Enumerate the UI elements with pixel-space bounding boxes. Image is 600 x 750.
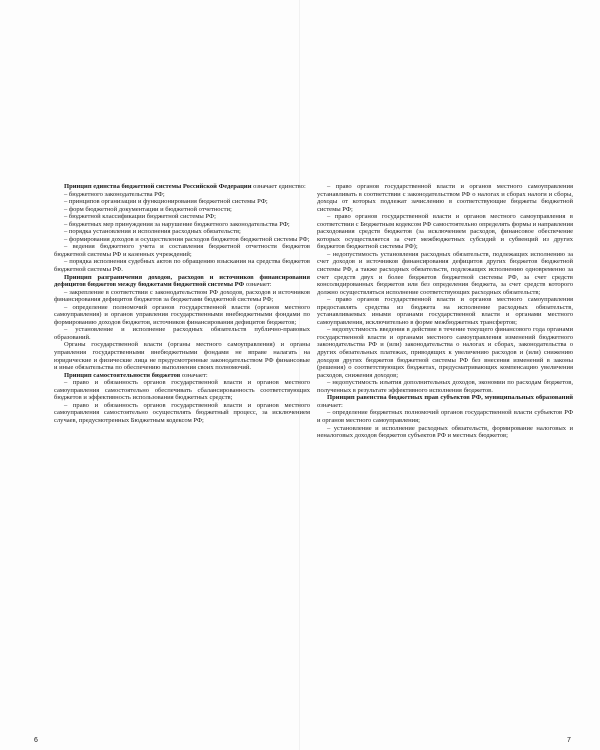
list-item: – бюджетных мер принуждения за нарушение бюджетного законодательства РФ; (64, 220, 290, 228)
list-item: – порядка установления и исполнения расходных обязательств; (64, 228, 241, 236)
list-item: – право и обязанность органов государственной власти и органов местного самоуправления самостоятельно осуществлять бюджетный процесс, за исключением случаев, предусмотренных Бюджетным кодексом РФ; (54, 401, 310, 424)
list-item: – недопустимость изъятия дополнительных доходов, экономии по расходам бюджетов, полученных в результате эффективного исполнения бюджетов. (317, 379, 573, 394)
list-item: – право и обязанность органов государственной власти и органов местного самоуправления самостоятельно обеспечивать сбалансированность соответствующих бюджетов и эффективность использования бюджетных средств; (54, 379, 310, 402)
list-item: – ведения бюджетного учета и составления бюджетной отчетности бюджетов бюджетной системы РФ и казенных учреждений; (54, 243, 310, 258)
list-item: – недопустимость введения в действие в течение текущего финансового года органами государственной власти и органами местного самоуправления изменений бюджетного законодательства РФ и (или) законодательства о налогах и сборах, законодательства о других обязательных платежах, приводящих к увеличению расходов и (или) снижению доходов других бюджетов бюджетной системы РФ без внесения изменений в законы (решения) о соответствующих бюджетах, предусматривающих компенсацию увеличения расходов, снижения доходов; (317, 326, 573, 379)
list-item: – право органов государственной власти и органов местного самоуправления в соответствии с Бюджетным кодексом РФ самостоятельно определять формы и направления расходования средств бюджетов (за исключением расходов, финансовое обеспечение которых осуществляется за счет межбюджетных субсидий и субвенций из других бюджетов бюджетной системы РФ); (317, 213, 573, 251)
paragraph: Принцип единства бюджетной системы Российской Федерации означает единство: (64, 183, 306, 190)
list-item: – право органов государственной власти и органов местного самоуправления предоставлять средства из бюджета на исполнение расходных обязательств, устанавливаемых иными органами государственной власти и органами местного самоуправления, исключительно в форме межбюджетных трансфертов; (317, 296, 573, 326)
paragraph: Принцип самостоятельности бюджетов означает: (64, 371, 208, 379)
list-item: – бюджетного законодательства РФ; (64, 190, 165, 198)
list-item: – бюджетной классификации бюджетной системы РФ; (64, 213, 216, 221)
list-item: – установление и исполнение расходных обязательств публично-правовых образований. (54, 326, 310, 341)
right-page-text (317, 183, 573, 440)
list-item: – формирования доходов и осуществления расходов бюджетов бюджетной системы РФ; (64, 235, 310, 243)
list-item: – принципов организации и функционирования бюджетной системы РФ; (64, 198, 268, 206)
list-item: – определение полномочий органов государственной власти (органов местного самоуправления) и органов управления государственными внебюджетными фондами по формированию доходов бюджетов, источников финансирования дефицитов бюджетов; (54, 303, 310, 326)
paragraph: Принцип разграничения доходов, расходов и источников финансирования дефицитов бюджетов между бюджетами бюджетной системы РФ означает: (54, 273, 310, 289)
list-item: – определение бюджетных полномочий органов государственной власти субъектов РФ и органов местного самоуправления; (317, 409, 573, 424)
left-page-text (54, 183, 310, 425)
page-number-right: 7 (567, 737, 571, 744)
paragraph: Органы государственной власти (органы местного самоуправления) и органы управления государственными внебюджетными фондами не вправе налагать на юридические и физические лица не предусмотренные законодательством РФ финансовые и иные обязательства по обеспечению выполнения своих полномочий. (54, 341, 310, 372)
list-item: – право органов государственной власти и органов местного самоуправления устанавливать в соответствии с законодательством РФ о налогах и сборах налоги и сборы, доходы от которых подлежат зачислению в соответствующие бюджеты бюджетной системы РФ; (317, 183, 573, 213)
list-item: – порядка исполнения судебных актов по обращению взыскания на средства бюджетов бюджетной системы РФ. (54, 258, 310, 274)
paragraph: Принцип равенства бюджетных прав субъектов РФ, муниципальных образований означает: (317, 394, 573, 409)
list-item: – закрепление в соответствии с законодательством РФ доходов, расходов и источников финансирования дефицитов бюджетов за бюджетами бюджетной системы РФ; (54, 288, 310, 304)
list-item: – форм бюджетной документации и бюджетной отчетности; (64, 205, 232, 213)
list-item: – установление и исполнение расходных обязательств, формирование налоговых и неналоговых доходов бюджетов субъектов РФ и местных бюджетов; (317, 424, 573, 440)
page-number-left: 6 (34, 737, 38, 744)
list-item: – недопустимость установления расходных обязательств, подлежащих исполнению за счет доходов и источников финансирования дефицитов других бюджетов бюджетной системы РФ, а также расходных обязательств, подлежащих исполнению одновременно за счет средств двух и более бюджетов бюджетной системы РФ, за счет средств консолидированных бюджетов или без определения бюджета, за счет средств которого должно осуществляться исполнение соответствующих расходных обязательств; (317, 250, 573, 296)
